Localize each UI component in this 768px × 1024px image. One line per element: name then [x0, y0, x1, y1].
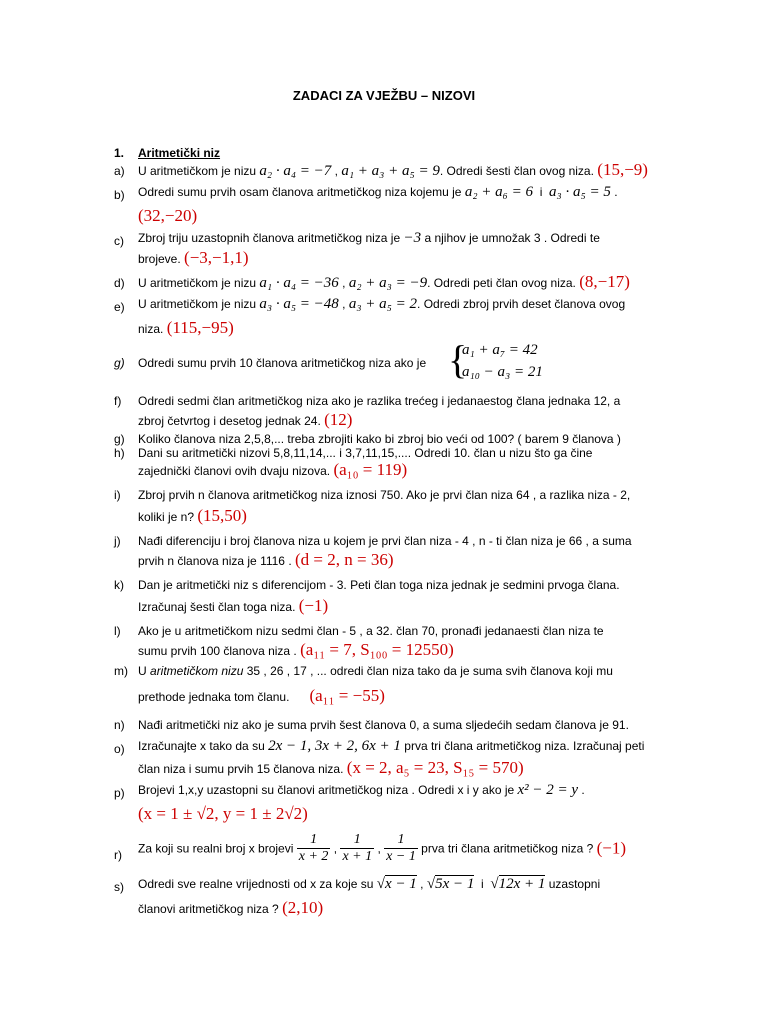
item-n: Nađi aritmetički niz ako je suma prvih šest članova 0, a suma sljedećih sedam članova je 91.	[138, 718, 629, 732]
answer: (x = 2, a₅ = 23, S₁₅ = 570)	[346, 758, 524, 777]
answer: (15,50)	[197, 506, 247, 525]
math: a₃ · a₅ = 5	[549, 184, 611, 200]
item-g: Odredi sumu prvih 10 članova aritmetičkog niza ako je	[138, 356, 427, 370]
math: a₁ · a₄ = −36	[259, 275, 339, 291]
item-f: Odredi sedmi član aritmetičkog niza ako je razlika trećeg i jedanaestog člana jednaka 12, a	[138, 394, 621, 408]
item-m: U aritmetičkom nizu 35 , 26 , 17 , ... odredi član niza tako da je suma svih članova koji mu	[138, 664, 613, 678]
item-label: k)	[114, 578, 124, 592]
math: −3	[403, 230, 422, 246]
square-root: √12x + 1	[490, 876, 546, 892]
answer: (−3,−1,1)	[184, 248, 249, 267]
item-label: i)	[114, 488, 121, 502]
math: a₁ + a₃ + a₅ = 9	[341, 163, 440, 179]
equation: a₁₀ − a₃ = 21	[462, 364, 543, 380]
item-label: c)	[114, 234, 124, 248]
item-k: Dan je aritmetički niz s diferencijom - 3. Peti član toga niza jednak je sedmini prvoga člana.	[138, 578, 620, 592]
item-label: b)	[114, 188, 125, 202]
fraction: $\frac{1}{x + 1}$	[342, 832, 373, 864]
answer: (115,−95)	[166, 318, 234, 337]
math: 2x − 1, 3x + 2, 6x + 1	[268, 738, 401, 754]
fraction: $\frac{1}{x + 2}$	[298, 832, 329, 864]
math: a₃ · a₅ = −48	[259, 296, 339, 312]
item-e: U aritmetičkom je nizu a₃ · a₅ = −48 , a₃ + a₅ = 2. Odredi zbroj prvih deset članova ovog	[138, 296, 626, 312]
item-i: Zbroj prvih n članova aritmetičkog niza iznosi 750. Ako je prvi član niza 64 , a razlika niza - 2,	[138, 488, 631, 502]
item-label: d)	[114, 276, 125, 290]
item-label: f)	[114, 394, 122, 408]
item-label: l)	[114, 624, 121, 638]
section-number: 1.	[114, 146, 125, 160]
square-root: √x − 1	[376, 876, 417, 892]
item-r: Za koji su realni broj x brojevi $\frac{1}{x + 2}$ , $\frac{1}{x + 1}$ , $\frac{1}{x - 1}$ prva tri člana aritmetičkog niza ? (−1)	[138, 832, 627, 864]
fraction: $\frac{1}{x - 1}$	[386, 832, 416, 864]
item-b: Odredi sumu prvih osam članova aritmetičkog niza kojemu je a₂ + a₆ = 6 i a₃ · a₅ = 5 .	[138, 184, 618, 200]
item-o: Izračunajte x tako da su 2x − 1, 3x + 2, 6x + 1 prva tri člana aritmetičkog niza. Izračunaj peti	[138, 738, 645, 754]
item-j: Nađi diferenciju i broj članova niza u kojem je prvi član niza - 4 , n - ti član niza je 66 , a suma	[138, 534, 632, 548]
item-s: Odredi sve realne vrijednosti od x za koje su √x − 1 , √5x − 1 i √12x + 1 uzastopni	[138, 876, 601, 892]
equation: a₁ + a₇ = 42	[462, 342, 538, 358]
item-label: m)	[114, 664, 128, 678]
answer: (x = 1 ± √2, y = 1 ± 2√2)	[138, 804, 308, 823]
item-p: Brojevi 1,x,y uzastopni su članovi aritmetičkog niza . Odredi x i y ako je x² − 2 = y .	[138, 782, 585, 798]
square-root: √5x − 1	[426, 876, 475, 892]
math: a₂ · a₄ = −7	[259, 163, 332, 179]
answer: (a₁₁ = 7, S₁₀₀ = 12550)	[300, 640, 454, 659]
item-label: a)	[114, 164, 125, 178]
answer: (32,−20)	[138, 206, 198, 225]
item-h: Dani su aritmetički nizovi 5,8,11,14,... i 3,7,11,15,.... Odredi 10. član u nizu što ga čine	[138, 446, 593, 460]
page-title: ZADACI ZA VJEŽBU – NIZOVI	[292, 88, 476, 103]
answer: (15,−9)	[597, 160, 648, 179]
item-label: e)	[114, 300, 125, 314]
answer: (2,10)	[282, 898, 324, 917]
answer: (−1)	[298, 596, 329, 615]
item-label: g)	[114, 356, 125, 370]
math: a₂ + a₃ = −9	[348, 275, 428, 291]
math: x² − 2 = y	[517, 782, 579, 798]
math: a₂ + a₆ = 6	[464, 184, 534, 200]
answer: (−1)	[596, 838, 627, 858]
item-l: Ako je u aritmetičkom nizu sedmi član - 5 , a 32. član 70, pronađi jedanaesti član niza te	[138, 624, 604, 638]
answer: (12)	[324, 410, 353, 429]
math: a₃ + a₅ = 2	[348, 296, 418, 312]
answer: (d = 2, n = 36)	[295, 550, 394, 569]
item-label: j)	[114, 534, 121, 548]
item-label: o)	[114, 742, 125, 756]
system-brace: {	[448, 337, 468, 382]
item-label: g)	[114, 432, 125, 446]
item-c: Zbroj triju uzastopnih članova aritmetičkog niza je −3 a njihov je umnožak 3 . Odredi te	[138, 230, 600, 246]
answer: (a₁₁ = −55)	[309, 686, 385, 705]
section-title: Aritmetički niz	[138, 146, 221, 160]
item-a: U aritmetičkom je nizu a₂ · a₄ = −7 , a₁ + a₃ + a₅ = 9. Odredi šesti član ovog niza. (15,−9)	[138, 160, 648, 179]
answer: (a₁₀ = 119)	[333, 460, 408, 479]
item-label: h)	[114, 446, 125, 460]
item-g2: Koliko članova niza 2,5,8,... treba zbrojiti kako bi zbroj bio veći od 100? ( barem 9 članova )	[138, 432, 621, 446]
item-label: n)	[114, 718, 125, 732]
answer: (8,−17)	[579, 272, 630, 291]
item-label: s)	[114, 880, 124, 894]
item-d: U aritmetičkom je nizu a₁ · a₄ = −36 , a₂ + a₃ = −9. Odredi peti član ovog niza. (8,−17)	[138, 272, 630, 291]
item-label: r)	[114, 848, 122, 862]
item-label: p)	[114, 786, 125, 800]
